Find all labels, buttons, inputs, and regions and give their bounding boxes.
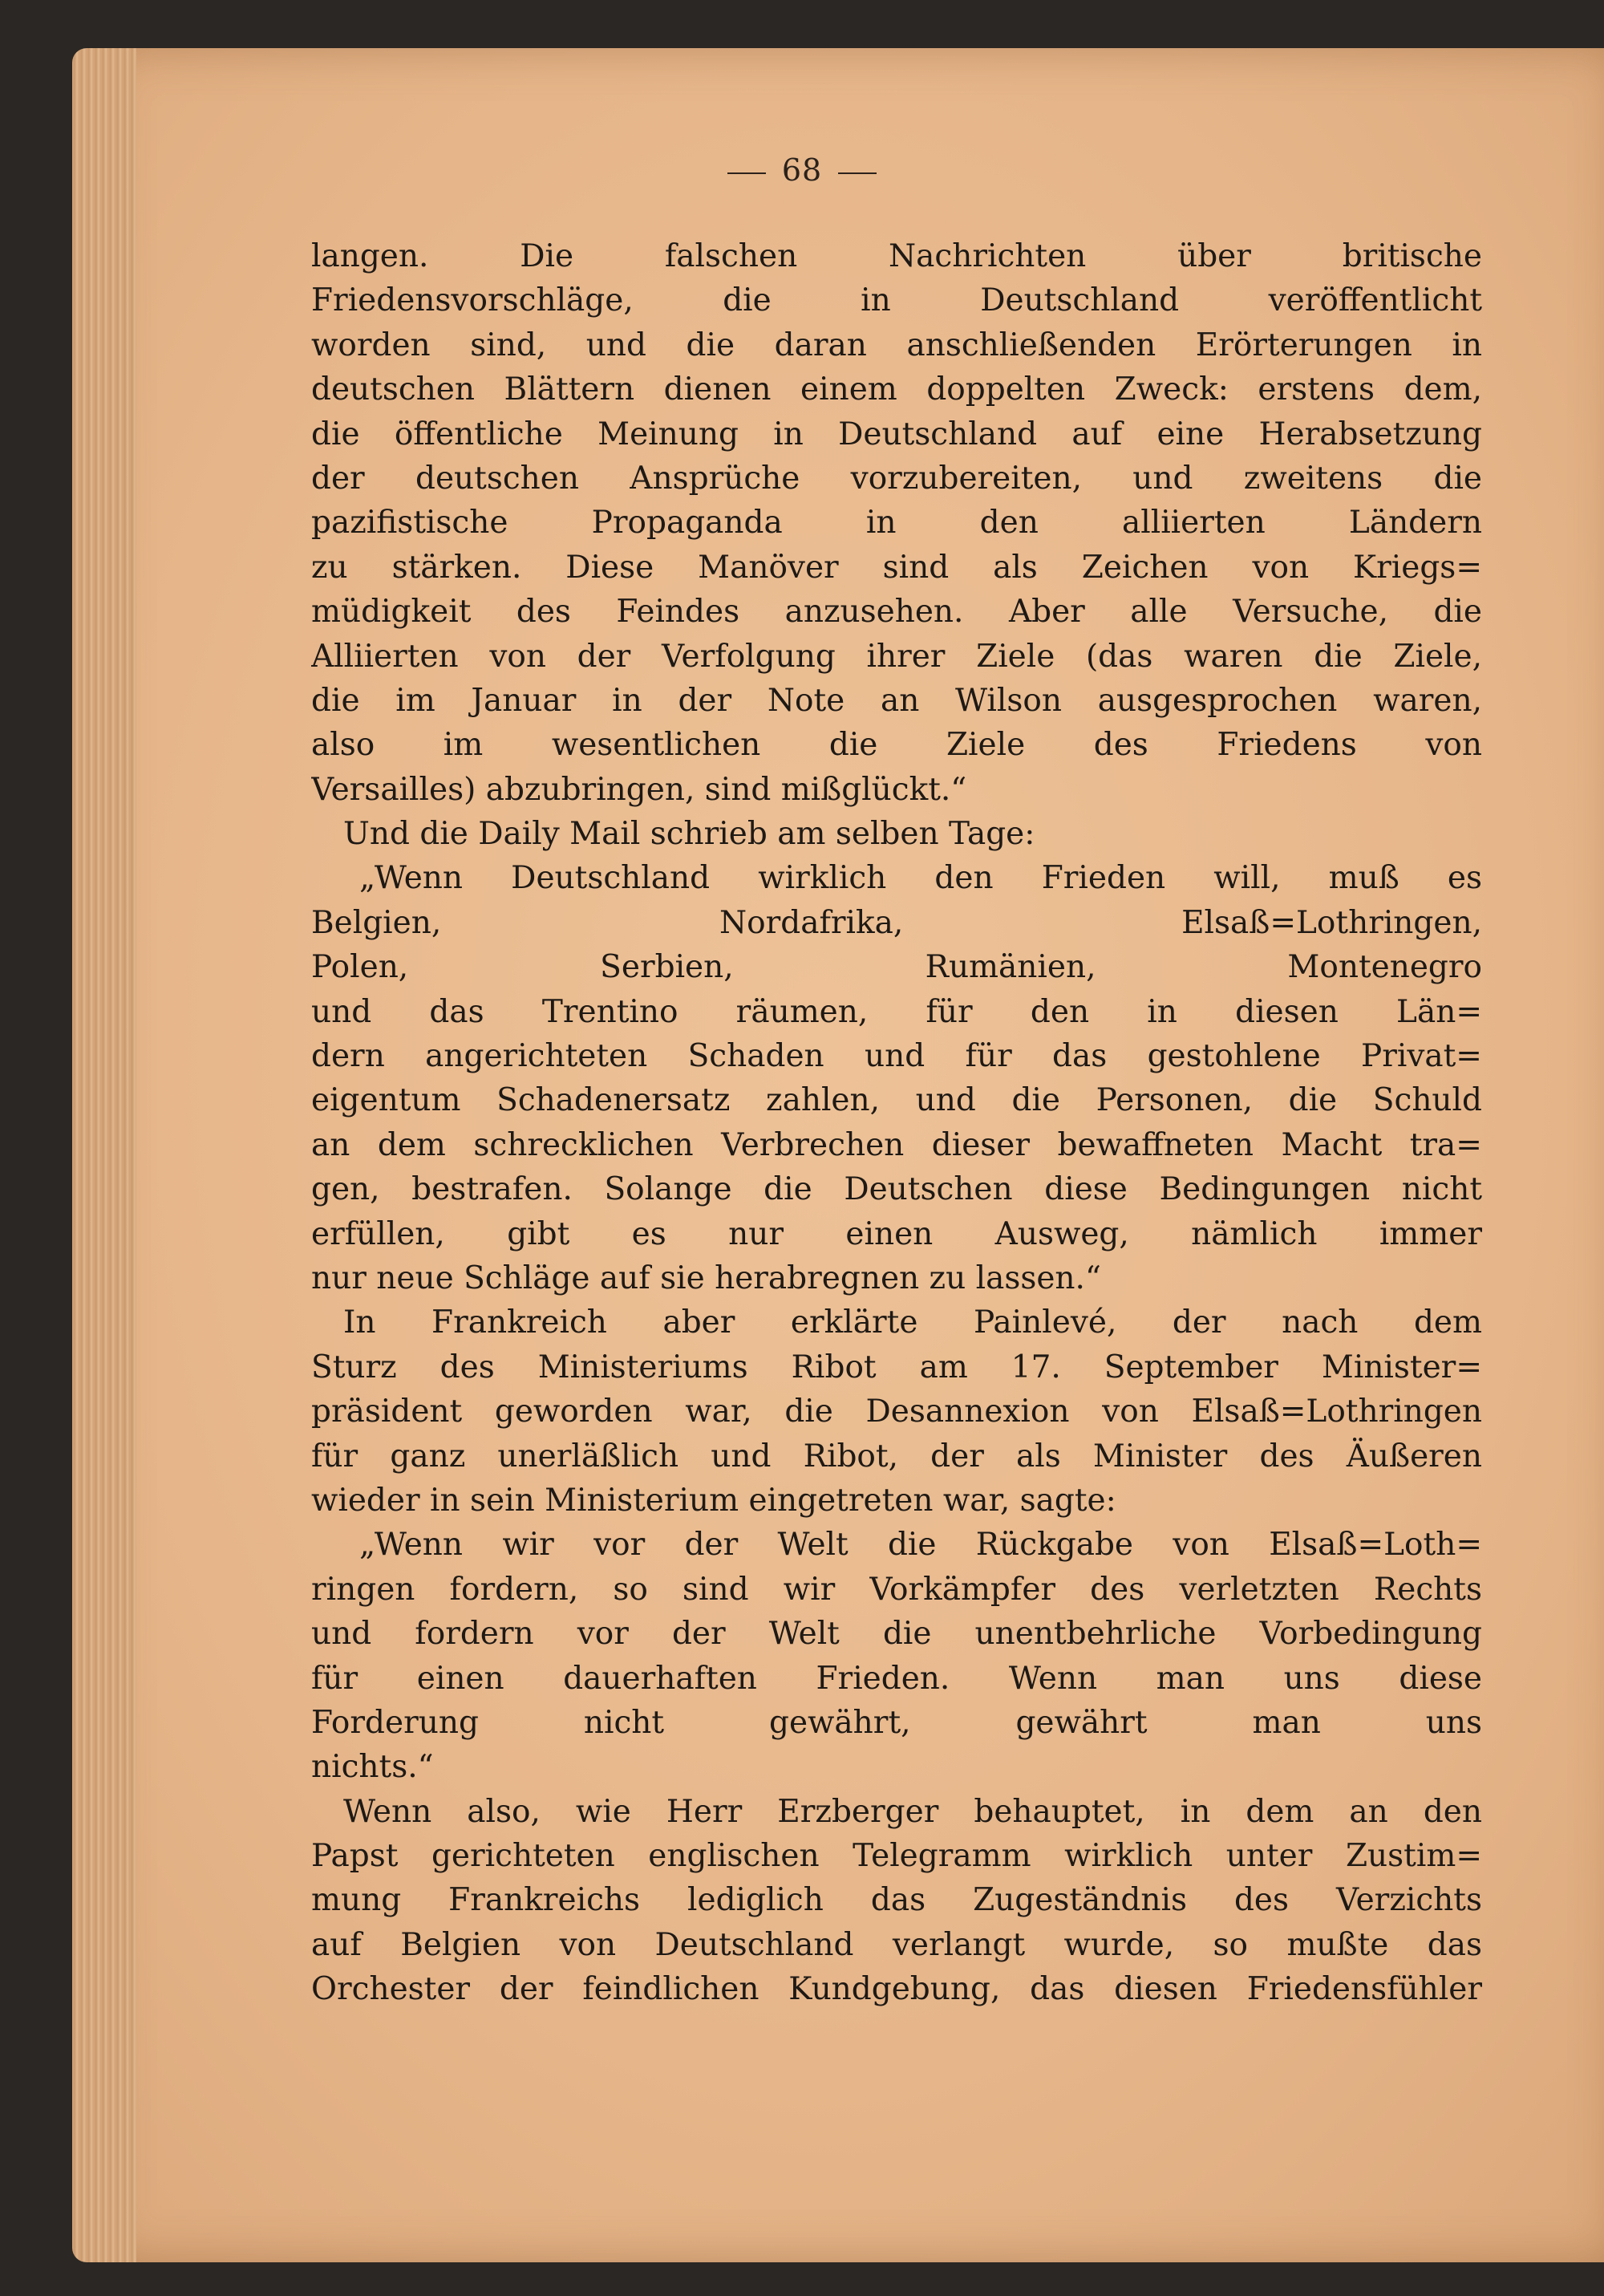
text-line: und fordern vor der Welt die unentbehrliche Vorbedingung [311, 1616, 1482, 1653]
text-line: erfüllen, gibt es nur einen Ausweg, nämlich immer [311, 1215, 1482, 1252]
text-line: also im wesentlichen die Ziele des Friedens von [311, 727, 1482, 764]
text-line: gen, bestrafen. Solange die Deutschen diese Bedingungen nicht [311, 1171, 1482, 1208]
text-line: Belgien, Nordafrika, Elsaß=Lothringen, [311, 904, 1482, 941]
text-line: wieder in sein Ministerium eingetreten war, sagte: [311, 1482, 1116, 1519]
text-line: Wenn also, wie Herr Erzberger behauptet, in dem an den [343, 1793, 1482, 1830]
text-line: auf Belgien von Deutschland verlangt wurde, so mußte das [311, 1926, 1482, 1963]
dash-left [727, 172, 766, 174]
text-line: dern angerichteten Schaden und für das gestohlene Privat= [311, 1038, 1482, 1075]
text-line: und das Trentino räumen, für den in diesen Län= [311, 993, 1482, 1030]
text-line: Versailles) abzubringen, sind mißglückt.“ [311, 771, 967, 808]
text-line: ringen fordern, so sind wir Vorkämpfer des verletzten Rechts [311, 1571, 1482, 1608]
text-line: die öffentliche Meinung in Deutschland auf eine Herabsetzung [311, 416, 1482, 452]
text-line: der deutschen Ansprüche vorzubereiten, und zweitens die [311, 460, 1482, 497]
text-line: worden sind, und die daran anschließenden Erörterungen in [311, 327, 1482, 363]
page-edges [72, 48, 144, 2262]
text-line: für ganz unerläßlich und Ribot, der als Minister des Äußeren [311, 1438, 1482, 1475]
page-number [0, 152, 1604, 188]
text-line: „Wenn Deutschland wirklich den Frieden will, muß es [359, 860, 1482, 897]
text-line: mung Frankreichs lediglich das Zugeständnis des Verzichts [311, 1882, 1482, 1919]
text-line: pazifistische Propaganda in den alliierten Ländern [311, 505, 1482, 542]
text-line: Sturz des Ministeriums Ribot am 17. September Minister= [311, 1349, 1482, 1385]
text-line: langen. Die falschen Nachrichten über britische [311, 238, 1482, 274]
text-line: präsident geworden war, die Desannexion von Elsaß=Lothringen [311, 1393, 1482, 1430]
dash-right [838, 172, 877, 174]
text-line: nur neue Schläge auf sie herabregnen zu lassen.“ [311, 1260, 1101, 1296]
text-line: zu stärken. Diese Manöver sind als Zeichen von Kriegs= [311, 549, 1482, 586]
text-line: müdigkeit des Feindes anzusehen. Aber alle Versuche, die [311, 594, 1482, 631]
text-line: für einen dauerhaften Frieden. Wenn man uns diese [311, 1660, 1482, 1697]
body-text [311, 234, 1482, 2012]
text-line: Polen, Serbien, Rumänien, Montenegro [311, 949, 1482, 986]
text-line: an dem schrecklichen Verbrechen dieser bewaffneten Macht tra= [311, 1126, 1482, 1163]
text-line: Und die Daily Mail schrieb am selben Tage: [343, 816, 1035, 853]
text-line: „Wenn wir vor der Welt die Rückgabe von Elsaß=Loth= [359, 1527, 1482, 1564]
text-line: Papst gerichteten englischen Telegramm wirklich unter Zustim= [311, 1838, 1482, 1875]
text-line: Orchester der feindlichen Kundgebung, das diesen Friedensfühler [311, 1971, 1482, 2008]
text-line: Friedensvorschläge, die in Deutschland veröffentlicht [311, 282, 1482, 319]
text-line: In Frankreich aber erklärte Painlevé, der nach dem [343, 1304, 1482, 1341]
text-line: die im Januar in der Note an Wilson ausgesprochen waren, [311, 682, 1482, 719]
text-line: Alliierten von der Verfolgung ihrer Ziele (das waren die Ziele, [311, 638, 1482, 675]
text-line: deutschen Blättern dienen einem doppelten Zweck: erstens dem, [311, 371, 1482, 408]
text-line: Forderung nicht gewährt, gewährt man uns [311, 1704, 1482, 1741]
page-number-text: 68 [781, 152, 823, 188]
text-line: nichts.“ [311, 1749, 434, 1786]
text-line: eigentum Schadenersatz zahlen, und die Personen, die Schuld [311, 1082, 1482, 1119]
